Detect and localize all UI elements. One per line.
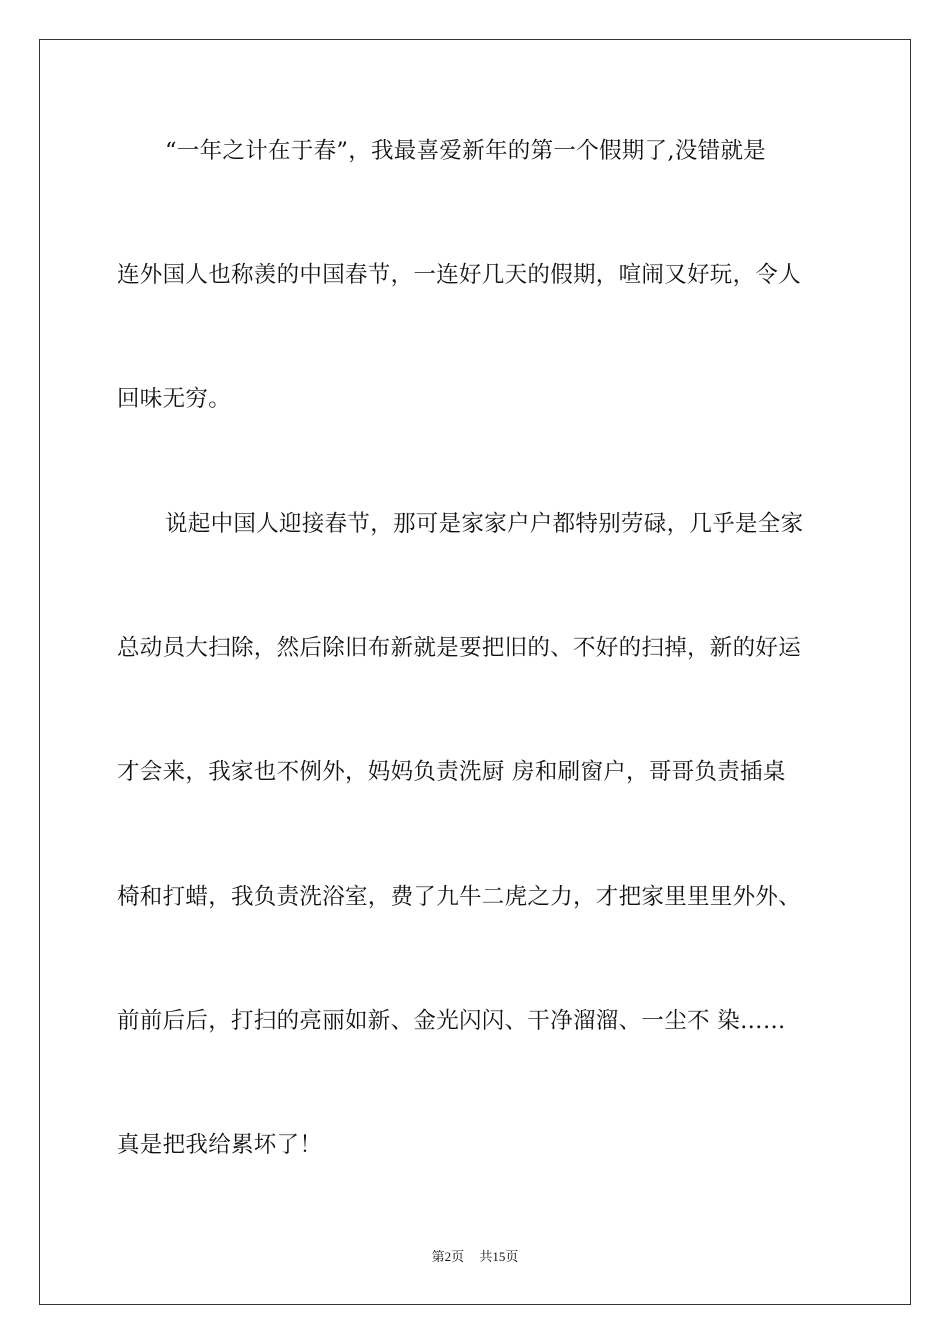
paragraph-1-line-1: “一年之计在于春”，我最喜爱新年的第一个假期了,没错就是 — [165, 138, 767, 164]
paragraph-2-line-1: 说起中国人迎接春节，那可是家家户户都特别劳碌，几乎是全家 — [165, 511, 804, 537]
page-number: 第2页 — [431, 1249, 465, 1264]
paragraph-2-line-2: 总动员大扫除，然后除旧布新就是要把旧的、不好的扫掉，新的好运 — [117, 635, 802, 661]
paragraph-2-line-4: 椅和打蜡，我负责洗浴室，费了九牛二虎之力，才把家里里里外外、 — [117, 884, 802, 910]
paragraph-1-line-2: 连外国人也称羡的中国春节，一连好几天的假期，喧闹又好玩，令人 — [117, 262, 802, 288]
page-total: 共15页 — [479, 1249, 519, 1264]
page-border — [39, 39, 911, 1305]
paragraph-2-line-6: 真是把我给累坏了！ — [117, 1132, 323, 1158]
paragraph-1-line-3: 回味无穷。 — [117, 386, 232, 412]
page-footer — [0, 1248, 950, 1266]
paragraph-2-line-5: 前前后后，打扫的亮丽如新、金光闪闪、干净溜溜、一尘不 染…… — [117, 1008, 786, 1034]
paragraph-2-line-3: 才会来，我家也不例外，妈妈负责洗厨 房和刷窗户，哥哥负责插桌 — [117, 759, 786, 785]
